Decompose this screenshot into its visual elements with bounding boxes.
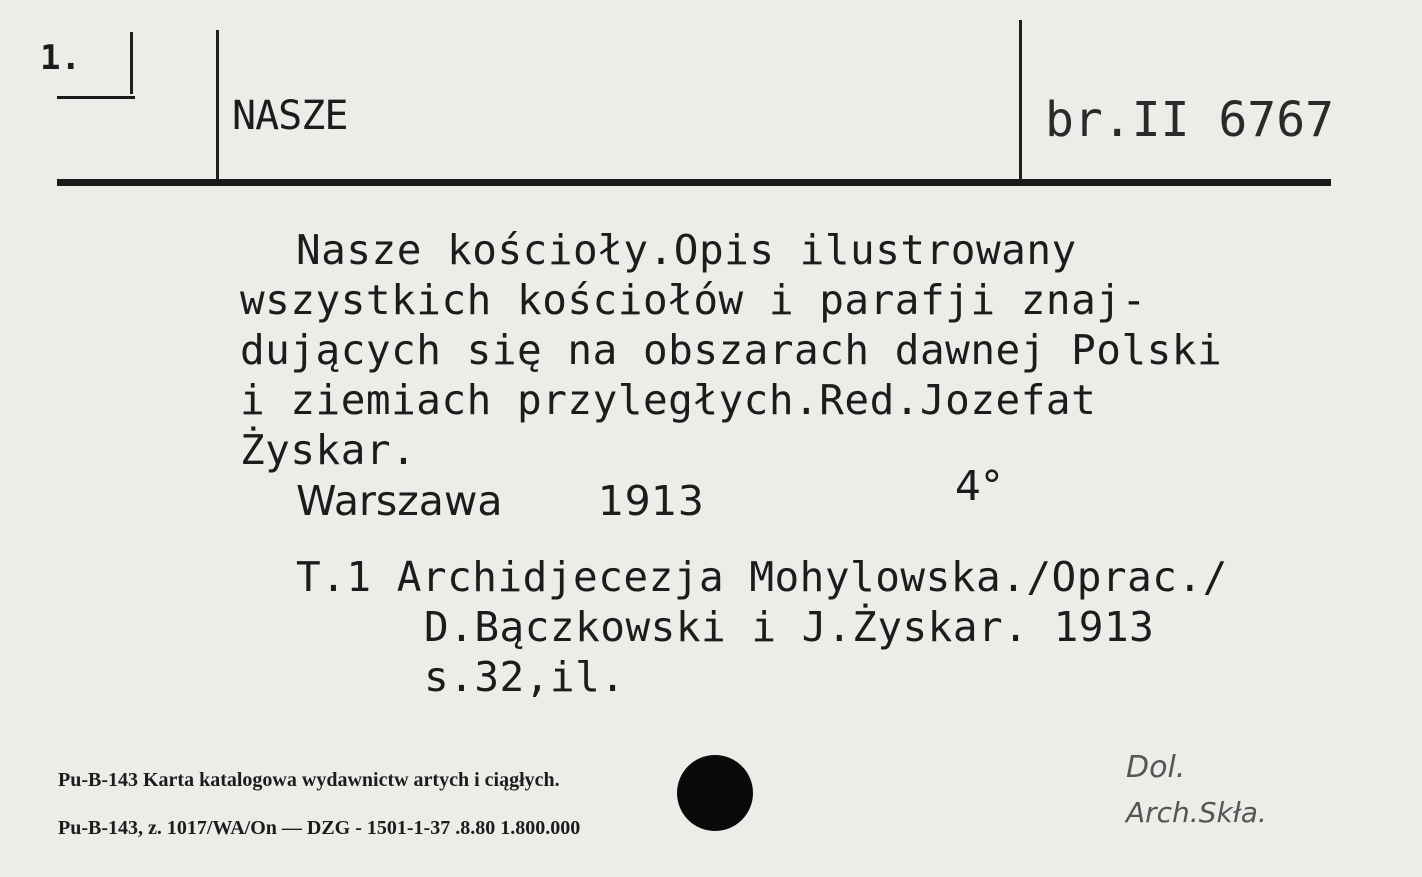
card-number: 1. [40,38,81,78]
number-box-underline [57,96,135,99]
number-box-right-border [130,32,133,94]
punch-hole [677,755,753,831]
description-line-1: Nasze kościoły.Opis ilustrowany [296,226,1077,274]
volume-line-1: T.1 Archidjecezja Mohylowska./Oprac./ [296,553,1228,601]
header-rule [57,179,1331,186]
header-title: NASZE [232,93,348,139]
header-divider-right [1019,20,1022,182]
handwritten-note-1: Dol. [1126,750,1186,785]
shelf-mark: br.II 6767 [1045,92,1334,148]
imprint-place: Warszawa [296,477,503,525]
description-line-4: i ziemiach przyległych.Red.Jozefat [240,376,1097,424]
header-divider-left [216,30,219,182]
handwritten-note-2: Arch.Skła. [1126,796,1267,829]
description-line-2: wszystkich kościołów i parafji znaj- [240,276,1147,324]
imprint-year: 1913 [598,477,705,525]
volume-line-3: s.32,il. [424,653,626,701]
description-line-3: dujących się na obszarach dawnej Polski [240,326,1223,374]
volume-line-2: D.Bączkowski i J.Żyskar. 1913 [424,603,1155,651]
imprint-format: 4° [955,462,1003,510]
footer-line-2: Pu-B-143, z. 1017/WA/On — DZG - 1501-1-37 .8.80 1.800.000 [58,817,581,839]
description-line-5: Żyskar. [240,426,417,474]
footer-line-1: Pu-B-143 Karta katalogowa wydawnictw artych i ciągłych. [58,769,560,791]
